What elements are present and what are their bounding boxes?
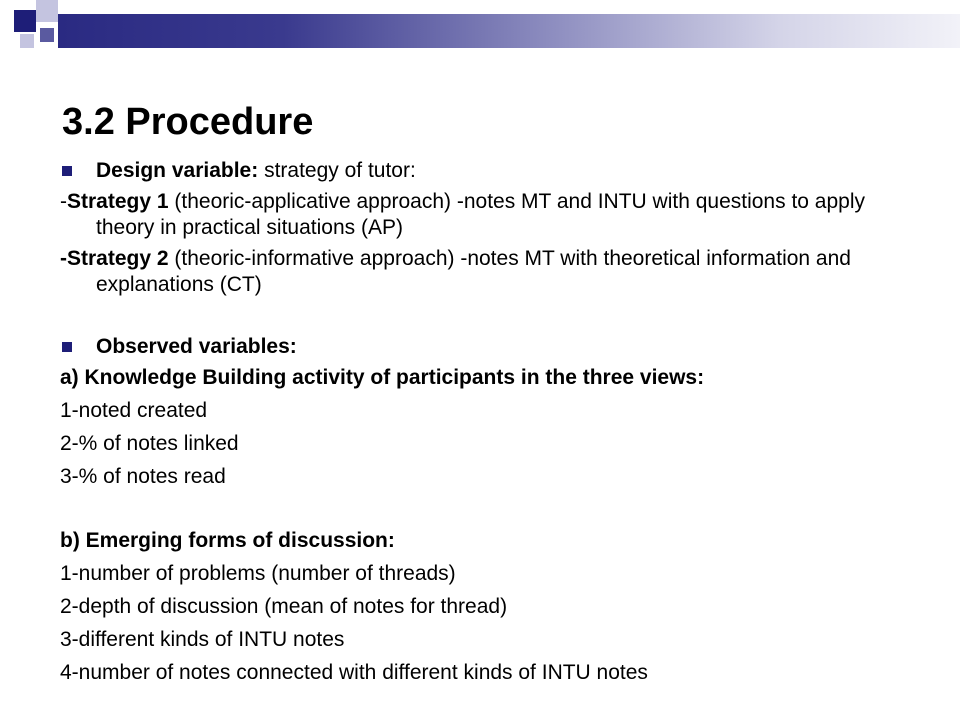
square-bullet-icon bbox=[62, 166, 72, 176]
spacer bbox=[60, 497, 920, 528]
deco-square-light-2 bbox=[20, 34, 34, 48]
strategy-1-text: (theoric-applicative approach) -notes MT and INTU with questions to apply theory in practical situations (AP) bbox=[96, 190, 865, 239]
slide-title: 3.2 Procedure bbox=[62, 101, 314, 143]
square-bullet-icon bbox=[62, 342, 72, 352]
section-b-item: 3-different kinds of INTU notes bbox=[60, 628, 345, 651]
deco-square-dark-1 bbox=[14, 10, 36, 32]
observed-variables-label: Observed variables: bbox=[96, 335, 297, 358]
slide-body bbox=[60, 158, 920, 693]
section-b-heading: b) Emerging forms of discussion: bbox=[60, 529, 395, 552]
deco-square-light-1 bbox=[36, 0, 58, 22]
design-variable-label: Design variable: bbox=[96, 159, 259, 182]
bullet-observed-variables bbox=[60, 334, 920, 360]
section-b-item: 2-depth of discussion (mean of notes for thread) bbox=[60, 595, 508, 618]
strategy-1-label: Strategy 1 bbox=[67, 190, 169, 213]
strategy-2-label: -Strategy 2 bbox=[60, 247, 169, 270]
strategy-1 bbox=[60, 189, 920, 241]
strategy-2 bbox=[60, 246, 920, 298]
strategy-2-text: (theoric-informative approach) -notes MT with theoretical information and explanations (CT) bbox=[96, 247, 851, 296]
design-variable-text: strategy of tutor: bbox=[258, 159, 416, 182]
section-a-item: 3-% of notes read bbox=[60, 465, 226, 488]
header-decoration bbox=[0, 0, 960, 60]
strategy-1-prefix: - bbox=[60, 190, 67, 213]
header-gradient-bar bbox=[58, 14, 960, 48]
deco-square-dark-2 bbox=[40, 28, 54, 42]
section-b-item: 1-number of problems (number of threads) bbox=[60, 562, 456, 585]
bullet-design-variable bbox=[60, 158, 920, 184]
section-b-item: 4-number of notes connected with different kinds of INTU notes bbox=[60, 661, 648, 684]
section-a-item: 2-% of notes linked bbox=[60, 432, 239, 455]
section-a-heading: a) Knowledge Building activity of participants in the three views: bbox=[60, 366, 705, 389]
section-a-item: 1-noted created bbox=[60, 399, 208, 422]
spacer bbox=[60, 303, 920, 334]
